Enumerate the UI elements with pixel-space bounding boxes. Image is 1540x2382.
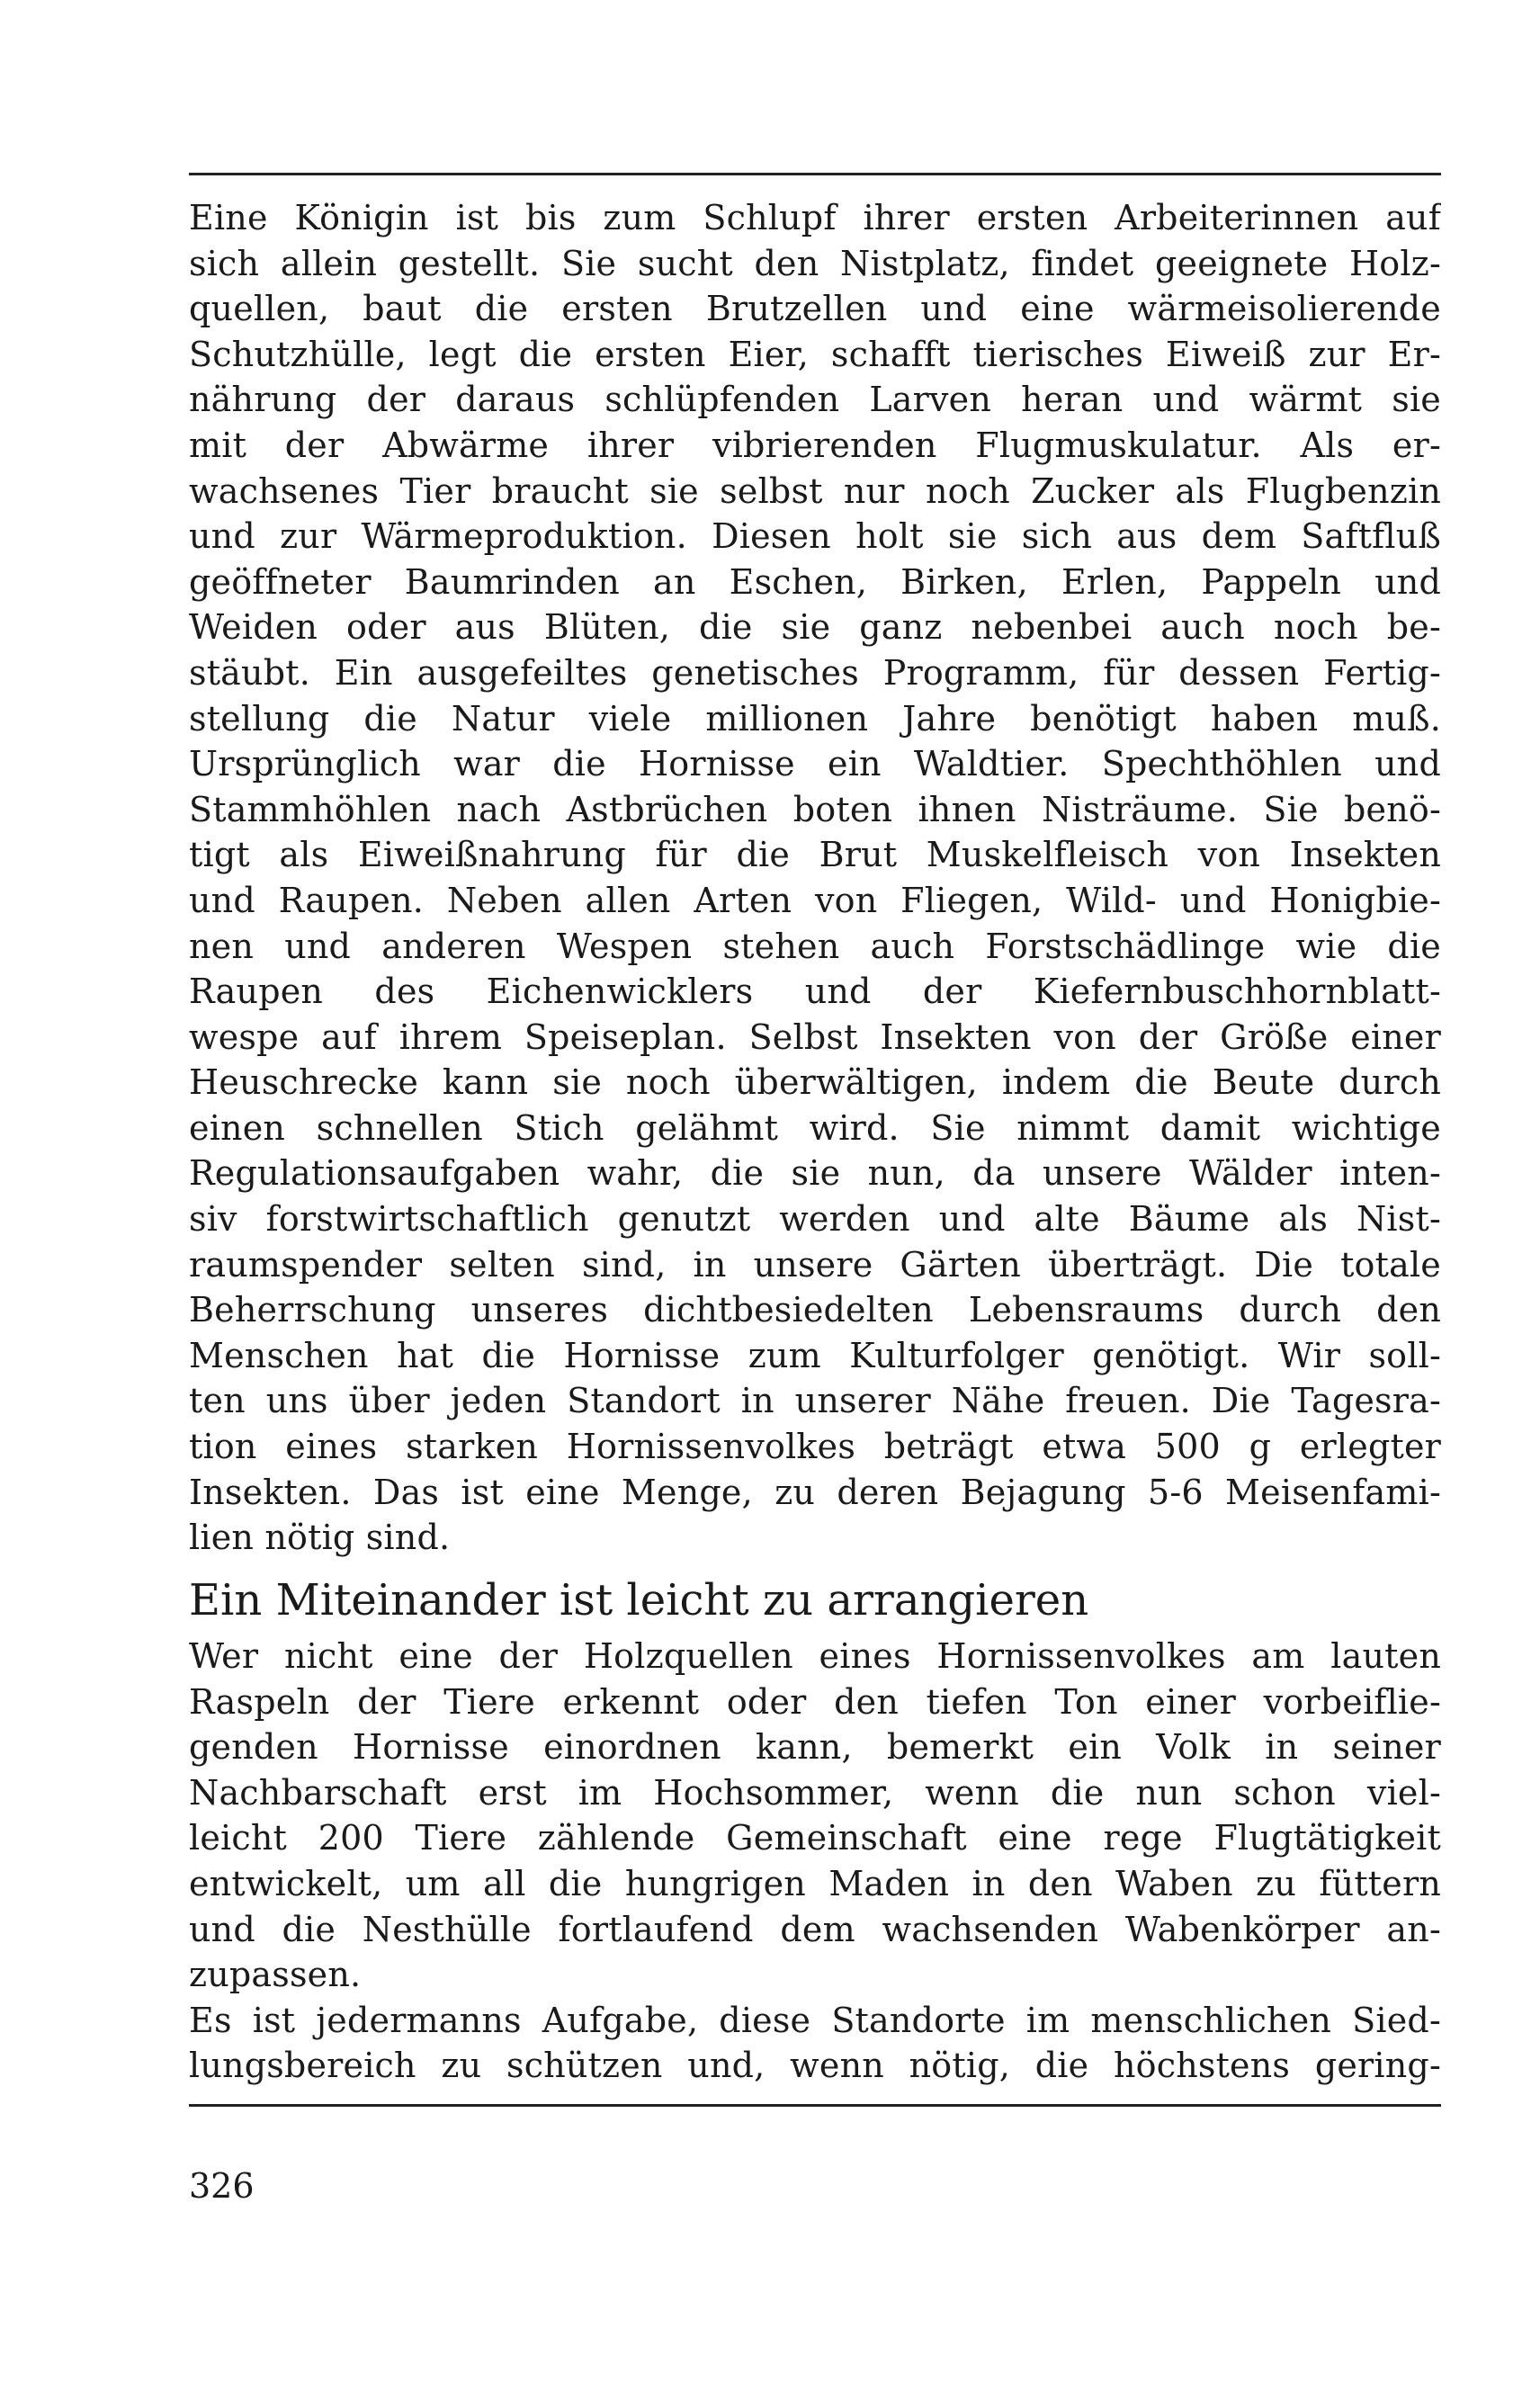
text-line: und die Nesthülle fortlaufend dem wachsenden Wabenkörper an- <box>189 1909 1441 1949</box>
text-line: wachsenes Tier braucht sie selbst nur noch Zucker als Flugbenzin <box>189 470 1441 511</box>
text-line: Weiden oder aus Blüten, die sie ganz nebenbei auch noch be- <box>189 607 1441 648</box>
text-line: sich allein gestellt. Sie sucht den Nistplatz, findet geeignete Holz- <box>189 243 1441 283</box>
text-line: leicht 200 Tiere zählende Gemeinschaft eine rege Flugtätigkeit <box>189 1818 1441 1858</box>
text-line: zupassen. <box>189 1955 362 1995</box>
text-line: Raspeln der Tiere erkennt oder den tiefen Ton einer vorbeiflie- <box>189 1681 1441 1722</box>
text-line: Menschen hat die Hornisse zum Kulturfolger genötigt. Wir soll- <box>189 1335 1441 1375</box>
text-line: Ursprünglich war die Hornisse ein Waldtier. Spechthöhlen und <box>189 744 1441 784</box>
top-rule <box>189 173 1441 175</box>
text-line: Wer nicht eine der Holzquellen eines Hornissenvolkes am lauten <box>189 1636 1441 1676</box>
text-line: stäubt. Ein ausgefeiltes genetisches Programm, für dessen Fertig- <box>189 652 1441 693</box>
text-line: Es ist jedermanns Aufgabe, diese Standorte im menschlichen Sied- <box>189 2000 1441 2040</box>
text-line: einen schnellen Stich gelähmt wird. Sie nimmt damit wichtige <box>189 1107 1441 1148</box>
paragraph-block-2 <box>189 1634 1441 2089</box>
text-line: nen und anderen Wespen stehen auch Forstschädlinge wie die <box>189 926 1441 966</box>
text-line: Raupen des Eichenwicklers und der Kiefernbuschhornblatt- <box>189 972 1441 1012</box>
text-line: siv forstwirtschaftlich genutzt werden und alte Bäume als Nist- <box>189 1199 1441 1240</box>
text-line: tion eines starken Hornissenvolkes beträgt etwa 500 g erlegter <box>189 1427 1441 1467</box>
text-line: genden Hornisse einordnen kann, bemerkt ein Volk in seiner <box>189 1727 1441 1768</box>
text-line: Insekten. Das ist eine Menge, zu deren Bejagung 5-6 Meisenfami- <box>189 1472 1441 1512</box>
text-line: raumspender selten sind, in unsere Gärten überträgt. Die totale <box>189 1244 1441 1285</box>
text-line: wespe auf ihrem Speiseplan. Selbst Insekten von der Größe einer <box>189 1016 1441 1057</box>
text-line: mit der Abwärme ihrer vibrierenden Flugmuskulatur. Als er- <box>189 425 1441 465</box>
text-line: geöffneter Baumrinden an Eschen, Birken, Erlen, Pappeln und <box>189 561 1441 602</box>
text-line: Regulationsaufgaben wahr, die sie nun, da unsere Wälder inten- <box>189 1153 1441 1194</box>
text-line: Stammhöhlen nach Astbrüchen boten ihnen Nisträume. Sie benö- <box>189 789 1441 829</box>
text-line: Beherrschung unseres dichtbesiedelten Lebensraums durch den <box>189 1290 1441 1330</box>
text-line: Nachbarschaft erst im Hochsommer, wenn die nun schon viel- <box>189 1772 1441 1813</box>
text-line: stellung die Natur viele millionen Jahre benötigt haben muß. <box>189 698 1441 739</box>
text-line: ten uns über jeden Standort in unserer Nähe freuen. Die Tagesra- <box>189 1381 1441 1421</box>
text-line: Heuschrecke kann sie noch überwältigen, indem die Beute durch <box>189 1062 1441 1103</box>
paragraph-block-1 <box>189 195 1441 1561</box>
text-line: Eine Königin ist bis zum Schlupf ihrer ersten Arbeiterinnen auf <box>189 198 1441 237</box>
section-heading: Ein Miteinander ist leicht zu arrangieren <box>189 1575 1089 1625</box>
text-line: entwickelt, um all die hungrigen Maden in den Waben zu füttern <box>189 1863 1441 1903</box>
page-number: 326 <box>189 2166 255 2206</box>
text-line: Schutzhülle, legt die ersten Eier, schafft tierisches Eiweiß zur Er- <box>189 334 1441 374</box>
text-line: tigt als Eiweißnahrung für die Brut Muskelfleisch von Insekten <box>189 835 1441 875</box>
text-line: nährung der daraus schlüpfenden Larven heran und wärmt sie <box>189 380 1441 420</box>
text-line: lungsbereich zu schützen und, wenn nötig, die höchstens gering- <box>189 2046 1441 2086</box>
text-line: quellen, baut die ersten Brutzellen und eine wärmeisolierende <box>189 289 1441 329</box>
text-line: und Raupen. Neben allen Arten von Fliegen, Wild- und Honigbie- <box>189 880 1441 920</box>
bottom-rule <box>189 2104 1441 2107</box>
text-line: lien nötig sind. <box>189 1518 451 1558</box>
text-line: und zur Wärmeproduktion. Diesen holt sie sich aus dem Saftfluß <box>189 516 1441 557</box>
